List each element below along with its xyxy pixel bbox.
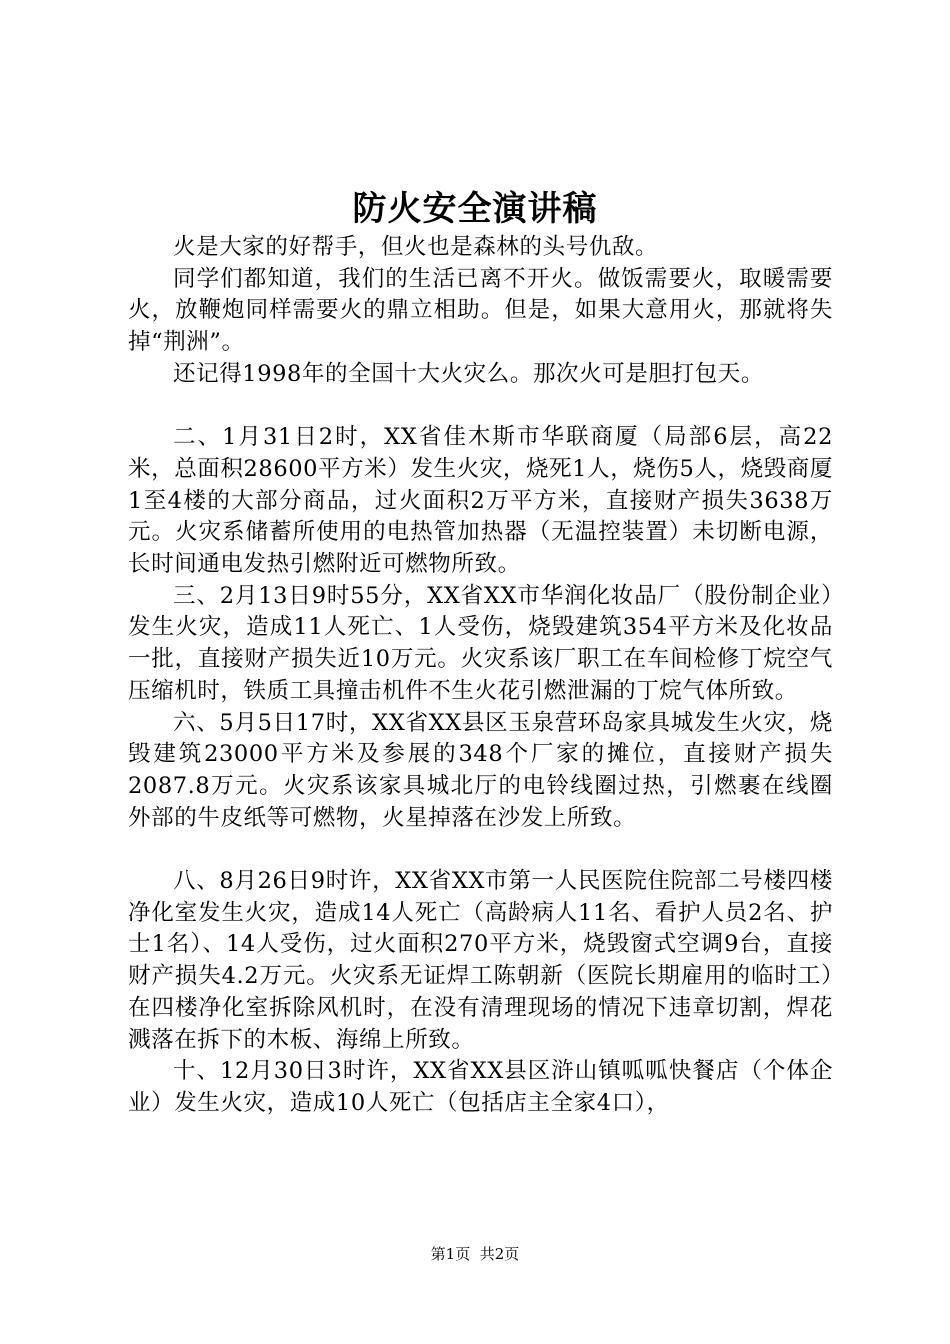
paragraph: 三、2月13日9时55分，XX省XX市华润化妆品厂（股份制企业）发生火灾，造成11人死亡、1人受伤，烧毁建筑354平方米及化妆品一批，直接财产损失近10万元。火灾系该厂职工在车间检修丁烷空气压缩机时，铁质工具撞击机件不生火花引燃泄漏的丁烷气体所致。	[128, 582, 833, 704]
page-number: 第1页	[430, 1245, 471, 1263]
document-title: 防火安全演讲稿	[352, 189, 598, 229]
paragraph: 火是大家的好帮手，但火也是森林的头号仇敌。	[173, 234, 659, 260]
paragraph: 二、1月31日2时，XX省佳木斯市华联商厦（局部6层，高22米，总面积28600平方米）发生火灾，烧死1人，烧伤5人，烧毁商厦1至4楼的大部分商品，过火面积2万平方米，直接财产损失3638万元。火灾系储蓄所使用的电热管加热器（无温控装置）未切断电源，长时间通电发热引燃附近可燃物所致。	[128, 424, 834, 578]
page-footer	[0, 1244, 950, 1264]
paragraph: 六、5月5日17时，XX省XX县区玉泉营环岛家具城发生火灾，烧毁建筑23000平方米及参展的348个厂家的摊位，直接财产损失2087.8万元。火灾系该家具城北厅的电铃线圈过热，引燃裹在线圈外部的牛皮纸等可燃物，火星掉落在沙发上所致。	[128, 709, 833, 831]
paragraph: 还记得1998年的全国十大火灾么。那次火可是胆打包天。	[173, 360, 764, 387]
paragraph: 八、8月26日9时许，XX省XX市第一人民医院住院部二号楼四楼净化室发生火灾，造成14人死亡（高龄病人11名、看护人员2名、护士1名）、14人受伤，过火面积270平方米，烧毁窗式空调9台，直接财产损失4.2万元。火灾系无证焊工陈朝新（医院长期雇用的临时工）在四楼净化室拆除风机时，在没有清理现场的情况下违章切割，焊花溅落在拆下的木板、海绵上所致。	[128, 868, 833, 1053]
paragraph: 十、12月30日3时许，XX省XX县区浒山镇呱呱快餐店（个体企业）发生火灾，造成10人死亡（包括店主全家4口），	[128, 1058, 833, 1116]
page-total: 共2页	[479, 1245, 520, 1263]
paragraph: 同学们都知道，我们的生活已离不开火。做饭需要火，取暖需要火，放鞭炮同样需要火的鼎立相助。但是，如果大意用火，那就将失掉“荆洲”。	[128, 265, 833, 356]
document-body	[128, 232, 833, 1120]
